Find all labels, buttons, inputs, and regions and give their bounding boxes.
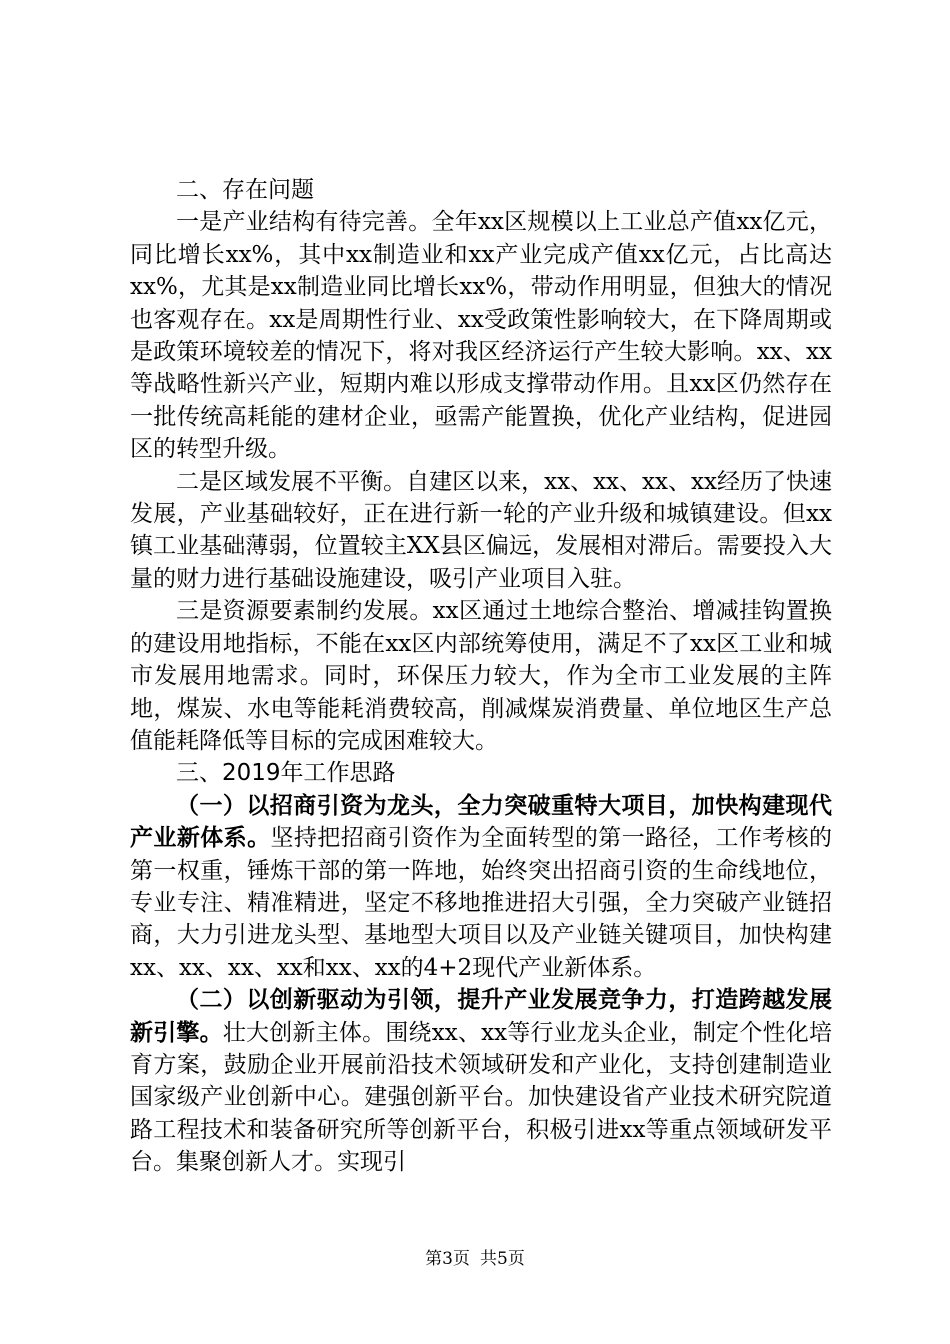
paragraph-innovation-driven [130,984,832,1178]
page-number-current: 第3页 [425,1249,470,1269]
section-heading-2019-plan: 三、2019年工作思路 [176,760,396,787]
paragraph-industry-structure: 一是产业结构有待完善。全年xx区规模以上工业总产值xx亿元，同比增长xx%，其中xx制造业和xx产业完成产值xx亿元，占比高达xx%，尤其是xx制造业同比增长xx%，带动作用明显，但独大的情况也客观存在。xx是周期性行业、xx受政策性影响较大，在下降周期或是政策环境较差的情况下，将对我区经济运行产生较大影响。xx、xx等战略性新兴产业，短期内难以形成支撑带动作用。且xx区仍然存在一批传统高耗能的建材企业，亟需产能置换，优化产业结构，促进园区的转型升级。 [130,209,832,463]
paragraph-resource-constraints: 三是资源要素制约发展。xx区通过土地综合整治、增减挂钩置换的建设用地指标，不能在xx区内部统筹使用，满足不了xx区工业和城市发展用地需求。同时，环保压力较大，作为全市工业发展的主阵地，煤炭、水电等能耗消费较高，削减煤炭消费量、单位地区生产总值能耗降低等目标的完成困难较大。 [130,598,832,754]
document-body [130,174,832,1179]
item-lead-innovation: （二）以创新驱动为引领，提升产业发展竞争力，打造跨越发展新引擎。 [130,987,832,1046]
paragraph-investment-attraction [130,790,832,984]
page-number-total: 共5页 [480,1249,525,1269]
paragraph-regional-imbalance: 二是区域发展不平衡。自建区以来，xx、xx、xx、xx经历了快速发展，产业基础较好，正在进行新一轮的产业升级和城镇建设。但xx镇工业基础薄弱，位置较主XX县区偏远，发展相对滞后。需要投入大量的财力进行基础设施建设，吸引产业项目入驻。 [130,468,832,592]
item-lead-investment: （一）以招商引资为龙头，全力突破重特大项目，加快构建现代产业新体系。 [130,792,832,852]
section-heading-problems: 二、存在问题 [176,177,314,203]
item-body-innovation: 壮大创新主体。围绕xx、xx等行业龙头企业，制定个性化培育方案，鼓励企业开展前沿技术领域研发和产业化，支持创建制造业国家级产业创新中心。建强创新平台。加快建设省产业技术研究院道路工程技术和装备研究所等创新平台，积极引进xx等重点领域研发平台。集聚创新人才。实现引 [130,1019,832,1176]
page-footer [0,1244,950,1269]
item-body-investment: 坚持把招商引资作为全面转型的第一路径，工作考核的第一权重，锤炼干部的第一阵地，始终突出招商引资的生命线地位，专业专注、精准精进，坚定不移地推进招大引强，全力突破产业链招商，大力引进龙头型、基地型大项目以及产业链关键项目，加快构建xx、xx、xx、xx和xx、xx的4+2现代产业新体系。 [130,825,833,981]
